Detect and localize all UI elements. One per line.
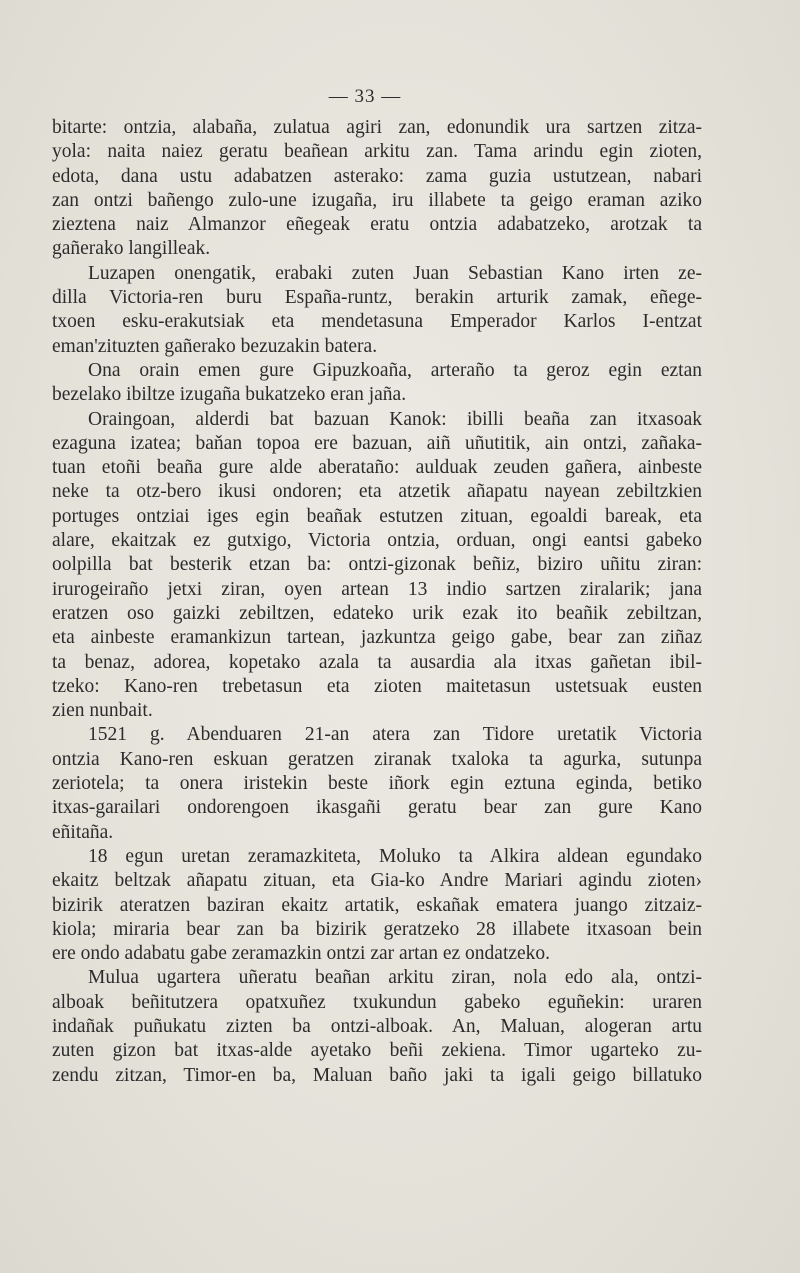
text-line: eman'zituzten gañerako bezuzakin batera.: [52, 335, 378, 357]
text-line: Luzapen onengatik, erabaki zuten Juan Sebastian Kano irten ze-: [88, 262, 702, 284]
text-line: ta benaz, adorea, kopetako azala ta ausardia ala itxas gañetan ibil-: [52, 651, 702, 673]
text-line: oolpilla bat besterik etzan ba: ontzi-gizonak beñiz, biziro uñitu ziran:: [52, 554, 702, 576]
text-line: portuges ontziai iges egin beañak estutzen zituan, egoaldi bareak, eta: [52, 505, 702, 527]
text-line: irurogeiraño jetxi ziran, oyen artean 13 indio sartzen ziralarik; jana: [52, 578, 702, 600]
body-text: [52, 116, 702, 1088]
text-line: 18 egun uretan zeramazkiteta, Moluko ta Alkira aldean egundako: [88, 845, 702, 867]
text-line: eratzen oso gaizki zebiltzen, edateko urik ezak ito beañik zebiltzan,: [52, 602, 702, 624]
text-line: txoen esku-erakutsiak eta mendetasuna Emperador Karlos I-entzat: [52, 311, 702, 333]
text-line: bizirik ateratzen baziran ekaitz artatik, eskañak ematera juango zitzaiz-: [52, 894, 702, 916]
text-line: zendu zitzan, Timor-en ba, Maluan baño jaki ta igali geigo billatuko: [52, 1064, 702, 1086]
text-line: indañak puñukatu zizten ba ontzi-alboak. An, Maluan, alogeran artu: [52, 1015, 702, 1037]
text-line: tuan etoñi beaña gure alde aberataño: aulduak zeuden gañera, ainbeste: [52, 457, 702, 479]
text-line: neke ta otz-bero ikusi ondoren; eta atzetik añapatu nayean zebiltzkien: [52, 481, 702, 503]
text-line: edota, dana ustu adabatzen asterako: zama guzia ustutzean, nabari: [52, 165, 702, 187]
text-line: dilla Victoria-ren buru España-runtz, berakin arturik zamak, eñege-: [52, 287, 702, 309]
text-line: bitarte: ontzia, alabaña, zulatua agiri zan, edonundik ura sartzen zitza-: [52, 117, 702, 138]
text-line: zuten gizon bat itxas-alde ayetako beñi zekiena. Timor ugarteko zu-: [52, 1040, 702, 1062]
text-line: tzeko: Kano-ren trebetasun eta zioten maitetasun ustetsuak eusten: [52, 675, 702, 697]
text-line: ontzia Kano-ren eskuan geratzen ziranak txaloka ta agurka, sutunpa: [52, 748, 702, 770]
text-line: zien nunbait.: [52, 700, 153, 722]
text-line: zieztena naiz Almanzor eñegeak eratu ontzia adabatzeko, arotzak ta: [52, 214, 702, 236]
text-line: gañerako langilleak.: [52, 238, 211, 260]
text-line: bezelako ibiltze izugaña bukatzeko eran jaña.: [52, 384, 407, 406]
text-line: ere ondo adabatu gabe zeramazkin ontzi zar artan ez ondatzeko.: [52, 943, 551, 965]
text-line: ekaitz beltzak añapatu zituan, eta Gia-ko Andre Mariari agindu zioten›: [52, 870, 702, 892]
text-line: alboak beñitutzera opatxuñez txukundun gabeko eguñekin: uraren: [52, 991, 702, 1013]
text-line: kiola; miraria bear zan ba bizirik geratzeko 28 illabete itxasoan bein: [52, 918, 702, 940]
text-line: zeriotela; ta onera iristekin beste iñork egin eztuna eginda, betiko: [52, 773, 702, 795]
text-line: Mulua ugartera uñeratu beañan arkitu ziran, nola edo ala, ontzi-: [88, 967, 702, 989]
page-number: — 33 —: [328, 86, 402, 107]
text-line: 1521 g. Abenduaren 21-an atera zan Tidore uretatik Victoria: [88, 724, 702, 746]
text-line: zan ontzi bañengo zulo-une izugaña, iru illabete ta geigo eraman aziko: [52, 189, 702, 211]
text-line: eta ainbeste eramankizun tartean, jazkuntza geigo gabe, bear zan ziñaz: [52, 627, 702, 649]
text-line: alare, ekaitzak ez gutxigo, Victoria ontzia, orduan, ongi eantsi gabeko: [52, 530, 702, 552]
text-line: itxas-garailari ondorengoen ikasgañi geratu bear zan gure Kano: [52, 797, 702, 819]
text-line: yola: naita naiez geratu beañean arkitu zan. Tama arindu egin zioten,: [52, 141, 702, 163]
text-line: ezaguna izatea; baňan topoa ere bazuan, aiñ uñutitik, ain ontzi, zañaka-: [52, 432, 702, 454]
text-line: eñitaña.: [52, 821, 114, 843]
text-line: Ona orain emen gure Gipuzkoaña, arteraño ta geroz egin eztan: [88, 359, 702, 381]
text-line: Oraingoan, alderdi bat bazuan Kanok: ibilli beaña zan itxasoak: [88, 408, 702, 430]
